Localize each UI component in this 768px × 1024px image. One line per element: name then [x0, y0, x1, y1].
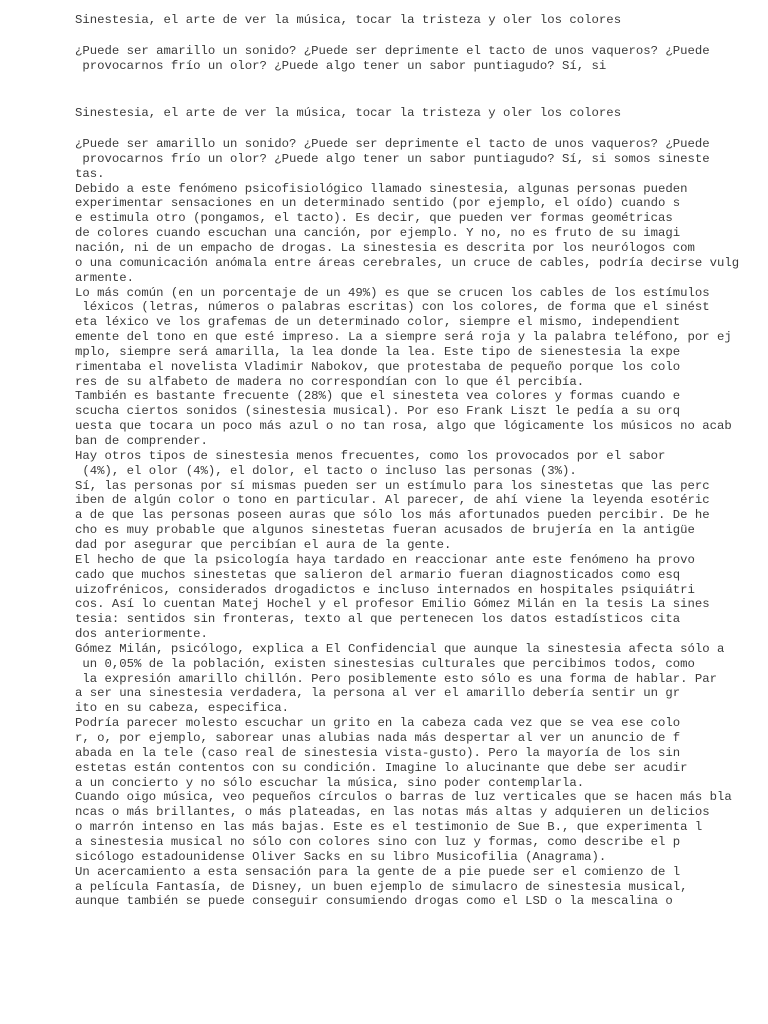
text-line: dad por asegurar que percibían el aura de la gente.	[75, 537, 452, 552]
text-line: armente.	[75, 270, 135, 285]
text-line: uesta que tocara un poco más azul o no tan rosa, algo que lógicamente los músicos no acab	[75, 419, 732, 434]
text-line: abada en la tele (caso real de sinestesia vista-gusto). Pero la mayoría de los sin	[75, 745, 681, 760]
text-line: provocarnos frío un olor? ¿Puede algo tener un sabor puntiagudo? Sí, si somos sineste	[75, 151, 710, 166]
text-line: res de su alfabeto de madera no correspondían con lo que él percibía.	[75, 374, 585, 389]
text-line: ¿Puede ser amarillo un sonido? ¿Puede ser deprimente el tacto de unos vaqueros? ¿Puede	[75, 137, 710, 151]
text-line: dos anteriormente.	[75, 627, 208, 642]
text-line: a película Fantasía, de Disney, un buen ejemplo de simulacro de sinestesia musical,	[75, 879, 688, 894]
text-line: aunque también se puede conseguir consumiendo drogas como el LSD o la mescalina o	[75, 894, 673, 909]
text-line: Lo más común (en un porcentaje de un 49%) es que se crucen los cables de los estímulos	[75, 285, 710, 300]
text-line: a un concierto y no sólo escuchar la música, sino poder contemplarla.	[75, 775, 585, 790]
text-line: Un acercamiento a esta sensación para la gente de a pie puede ser el comienzo de l	[75, 864, 681, 879]
text-line: a ser una sinestesia verdadera, la persona al ver el amarillo debería sentir un gr	[75, 686, 681, 701]
text-line: cho es muy probable que algunos sinestetas fueran acusados de brujería en la antigüe	[75, 523, 695, 538]
text-line: experimentar sensaciones en un determinado sentido (por ejemplo, el oído) cuando s	[75, 196, 681, 211]
text-line: Podría parecer molesto escuchar un grito en la cabeza cada vez que se vea ese colo	[75, 716, 681, 731]
text-line: sicólogo estadounidense Oliver Sacks en su libro Musicofilia (Anagrama).	[75, 849, 607, 864]
text-line: la expresión amarillo chillón. Pero posiblemente esto sólo es una forma de hablar. Par	[75, 671, 718, 686]
text-line: cado que muchos sinestetas que salieron del armario fueran diagnosticados como esq	[75, 567, 681, 582]
text-line: ban de comprender.	[75, 434, 208, 448]
text-line: un 0,05% de la población, existen sinestesias culturales que percibimos todos, como	[75, 656, 695, 671]
text-line: ncas o más brillantes, o más plateadas, en las notas más altas y adquieren un delicios	[75, 805, 710, 820]
text-line: rimentaba el novelista Vladimir Nabokov, que protestaba de pequeño porque los colo	[75, 359, 681, 374]
text-line: scucha ciertos sonidos (sinestesia musical). Por eso Frank Liszt le pedía a su orq	[75, 404, 681, 419]
text-line: Hay otros tipos de sinestesia menos frecuentes, como los provocados por el sabor	[75, 448, 666, 463]
text-line: a sinestesia musical no sólo con colores sino con luz y formas, como describe el p	[75, 834, 681, 849]
text-line: ito en su cabeza, especifica.	[75, 701, 290, 716]
text-line: (4%), el olor (4%), el dolor, el tacto o incluso las personas (3%).	[75, 463, 577, 478]
text-line: de colores cuando escuchan una canción, por ejemplo. Y no, no es fruto de su imagi	[75, 226, 681, 241]
text-line: uizofrénicos, considerados drogadictos e incluso internados en hospitales psiquiátri	[75, 582, 695, 597]
text-line: provocarnos frío un olor? ¿Puede algo tener un sabor puntiagudo? Sí, si	[75, 59, 607, 74]
text-line: También es bastante frecuente (28%) que el sinesteta vea colores y formas cuando e	[75, 389, 681, 404]
text-line: iben de algún color o tono en particular. Al parecer, de ahí viene la leyenda esotéric	[75, 493, 710, 508]
text-line: Debido a este fenómeno psicofisiológico llamado sinestesia, algunas personas pueden	[75, 181, 688, 196]
text-line: eta léxico ve los grafemas de un determinado color, siempre el mismo, independient	[75, 315, 681, 330]
text-line: e estimula otro (pongamos, el tacto). Es decir, que pueden ver formas geométricas	[75, 211, 673, 226]
preview-title: Sinestesia, el arte de ver la música, tocar la tristeza y oler los colores	[75, 13, 622, 27]
article-title: Sinestesia, el arte de ver la música, tocar la tristeza y oler los colores	[75, 106, 622, 120]
text-line: cos. Así lo cuentan Matej Hochel y el profesor Emilio Gómez Milán en la tesis La sines	[75, 597, 710, 612]
text-line: Sí, las personas por sí mismas pueden ser un estímulo para los sinestetas que las perc	[75, 478, 710, 493]
text-line: Gómez Milán, psicólogo, explica a El Confidencial que aunque la sinestesia afecta sólo a	[75, 641, 725, 656]
text-line: o marrón intenso en las más bajas. Este es el testimonio de Sue B., que experimenta l	[75, 820, 703, 835]
text-line: o una comunicación anómala entre áreas cerebrales, un cruce de cables, podría decirse vulg	[75, 255, 740, 270]
text-line: El hecho de que la psicología haya tardado en reaccionar ante este fenómeno ha provo	[75, 552, 695, 567]
text-line: emente del tono en que esté impreso. La a siempre será roja y la palabra teléfono, por ej	[75, 330, 732, 345]
text-line: tesia: sentidos sin fronteras, texto al que pertenecen los datos estadísticos cita	[75, 612, 681, 627]
text-line: ¿Puede ser amarillo un sonido? ¿Puede ser deprimente el tacto de unos vaqueros? ¿Puede	[75, 44, 710, 58]
text-line: tas.	[75, 166, 105, 181]
text-line: Cuando oigo música, veo pequeños círculos o barras de luz verticales que se hacen más bla	[75, 790, 732, 805]
text-line: nación, ni de un empacho de drogas. La sinestesia es descrita por los neurólogos com	[75, 240, 695, 255]
text-line: r, o, por ejemplo, saborear unas alubias nada más despertar al ver un anuncio de f	[75, 731, 681, 745]
text-line: léxicos (letras, números o palabras escritas) con los colores, de forma que el sinést	[75, 300, 710, 315]
text-line: estetas están contentos con su condición. Imagine lo alucinante que debe ser acudir	[75, 760, 688, 775]
text-line: a de que las personas poseen auras que sólo los más afortunados pueden percibir. De he	[75, 508, 710, 523]
text-line: mplo, siempre será amarilla, la lea donde la lea. Este tipo de sienestesia la expe	[75, 344, 681, 359]
